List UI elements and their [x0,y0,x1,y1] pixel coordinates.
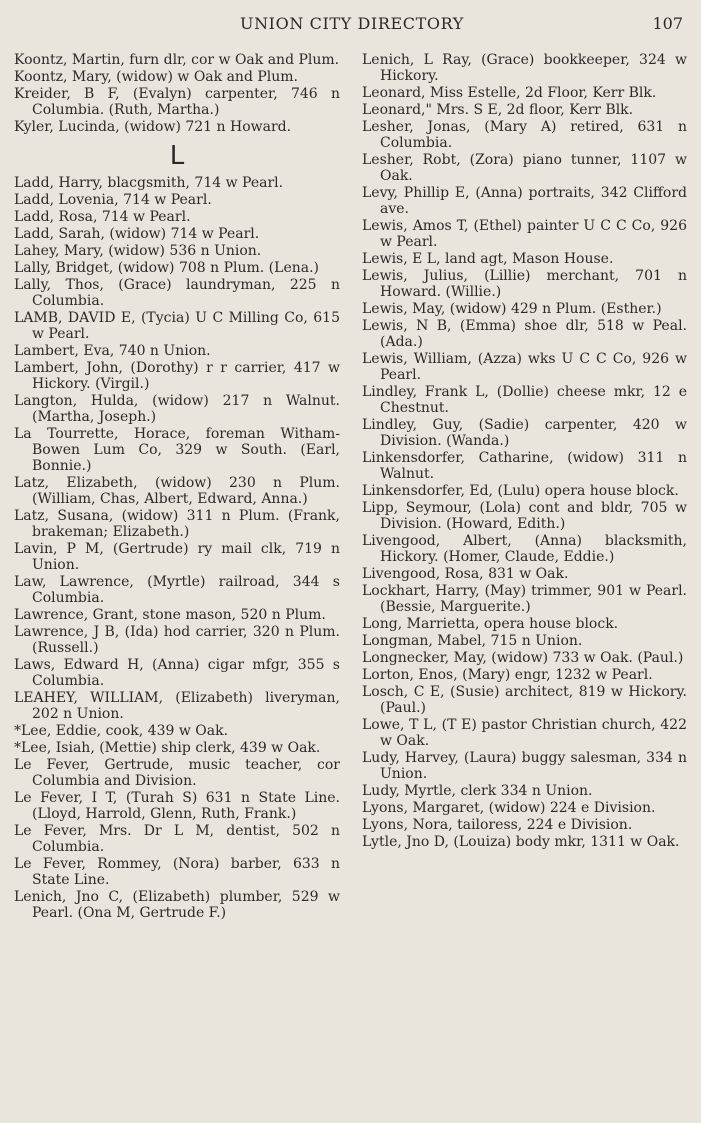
directory-entry: Laws, Edward H, (Anna) cigar mfgr, 355 s Columbia. [14,657,340,689]
directory-entry: Levy, Phillip E, (Anna) portraits, 342 Clifford ave. [362,185,687,217]
directory-entry: Lewis, N B, (Emma) shoe dlr, 518 w Peal. (Ada.) [362,318,687,350]
entries-k [14,52,340,135]
directory-entry: Lewis, E L, land agt, Mason House. [362,251,614,267]
directory-entry: Linkensdorfer, Catharine, (widow) 311 n Walnut. [362,450,687,482]
directory-entry: Lewis, Julius, (Lillie) merchant, 701 n Howard. (Willie.) [362,268,687,300]
directory-entry: Lesher, Jonas, (Mary A) retired, 631 n Columbia. [362,119,687,151]
directory-entry: Lawrence, Grant, stone mason, 520 n Plum. [14,607,326,623]
directory-entry: Le Fever, Mrs. Dr L M, dentist, 502 n Columbia. [14,823,340,855]
directory-entry: Losch, C E, (Susie) architect, 819 w Hickory. (Paul.) [362,684,687,716]
directory-entry: *Lee, Isiah, (Mettie) ship clerk, 439 w Oak. [14,740,321,756]
directory-entry: Leonard," Mrs. S E, 2d floor, Kerr Blk. [362,102,634,118]
directory-entry: Lally, Thos, (Grace) laundryman, 225 n Columbia. [14,277,340,309]
directory-entry: Lavin, P M, (Gertrude) ry mail clk, 719 n Union. [14,541,340,573]
directory-entry: Lockhart, Harry, (May) trimmer, 901 w Pearl. (Bessie, Marguerite.) [362,583,687,615]
directory-entry: Le Fever, Rommey, (Nora) barber, 633 n State Line. [14,856,340,888]
directory-entry: Lindley, Frank L, (Dollie) cheese mkr, 12 e Chestnut. [362,384,687,416]
directory-entry: *Lee, Eddie, cook, 439 w Oak. [14,723,229,739]
directory-entry: Ludy, Myrtle, clerk 334 n Union. [362,783,593,799]
directory-entry: Ladd, Rosa, 714 w Pearl. [14,209,191,225]
entries-l-continued [362,52,687,850]
directory-entry: Livengood, Rosa, 831 w Oak. [362,566,569,582]
directory-entry: Lipp, Seymour, (Lola) cont and bldr, 705 w Division. (Howard, Edith.) [362,500,687,532]
directory-entry: Livengood, Albert, (Anna) blacksmith, Hickory. (Homer, Claude, Eddie.) [362,533,687,565]
page-number: 107 [652,14,683,33]
directory-entry: Lyons, Margaret, (widow) 224 e Division. [362,800,656,816]
directory-entry: Lawrence, J B, (Ida) hod carrier, 320 n Plum. (Russell.) [14,624,340,656]
directory-entry: Leonard, Miss Estelle, 2d Floor, Kerr Blk. [362,85,657,101]
directory-entry: Longman, Mabel, 715 n Union. [362,633,583,649]
right-column [362,52,687,851]
directory-entry: LEAHEY, WILLIAM, (Elizabeth) liveryman, 202 n Union. [14,690,340,722]
page-header [0,14,701,38]
directory-entry: Ladd, Harry, blacgsmith, 714 w Pearl. [14,175,284,191]
directory-entry: Kreider, B F, (Evalyn) carpenter, 746 n Columbia. (Ruth, Martha.) [14,86,340,118]
directory-entry: Lewis, William, (Azza) wks U C C Co, 926 w Pearl. [362,351,687,383]
section-letter-l: L [169,141,185,171]
directory-entry: Lenich, Jno C, (Elizabeth) plumber, 529 w Pearl. (Ona M, Gertrude F.) [14,889,340,921]
directory-entry: Longnecker, May, (widow) 733 w Oak. (Paul.) [362,650,684,666]
directory-entry: Ladd, Lovenia, 714 w Pearl. [14,192,212,208]
directory-entry: Ludy, Harvey, (Laura) buggy salesman, 334 n Union. [362,750,687,782]
directory-entry: Lesher, Robt, (Zora) piano tunner, 1107 w Oak. [362,152,687,184]
directory-entry: Koontz, Mary, (widow) w Oak and Plum. [14,69,298,85]
directory-entry: Lenich, L Ray, (Grace) bookkeeper, 324 w Hickory. [362,52,687,84]
directory-entry: Le Fever, I T, (Turah S) 631 n State Line. (Lloyd, Harrold, Glenn, Ruth, Frank.) [14,790,340,822]
directory-entry: Langton, Hulda, (widow) 217 n Walnut. (Martha, Joseph.) [14,393,340,425]
directory-entry: Lally, Bridget, (widow) 708 n Plum. (Lena.) [14,260,319,276]
directory-entry: Lewis, Amos T, (Ethel) painter U C C Co, 926 w Pearl. [362,218,687,250]
directory-entry: Lahey, Mary, (widow) 536 n Union. [14,243,262,259]
directory-entry: Lyons, Nora, tailoress, 224 e Division. [362,817,633,833]
directory-entry: Koontz, Martin, furn dlr, cor w Oak and Plum. [14,52,340,68]
directory-entry: Lambert, Eva, 740 n Union. [14,343,211,359]
directory-entry: Lorton, Enos, (Mary) engr, 1232 w Pearl. [362,667,653,683]
directory-entry: Lewis, May, (widow) 429 n Plum. (Esther.) [362,301,662,317]
directory-entry: Lytle, Jno D, (Louiza) body mkr, 1311 w Oak. [362,834,680,850]
directory-entry: LAMB, DAVID E, (Tycia) U C Milling Co, 615 w Pearl. [14,310,340,342]
directory-entry: Linkensdorfer, Ed, (Lulu) opera house block. [362,483,679,499]
directory-entry: Le Fever, Gertrude, music teacher, cor Columbia and Division. [14,757,340,789]
directory-entry: Long, Marrietta, opera house block. [362,616,619,632]
directory-entry: Ladd, Sarah, (widow) 714 w Pearl. [14,226,260,242]
directory-entry: Latz, Susana, (widow) 311 n Plum. (Frank, brakeman; Elizabeth.) [14,508,340,540]
directory-entry: Law, Lawrence, (Myrtle) railroad, 344 s Columbia. [14,574,340,606]
directory-entry: Latz, Elizabeth, (widow) 230 n Plum. (William, Chas, Albert, Edward, Anna.) [14,475,340,507]
running-title: UNION CITY DIRECTORY [240,14,464,33]
directory-entry: Lindley, Guy, (Sadie) carpenter, 420 w Division. (Wanda.) [362,417,687,449]
directory-entry: Lambert, John, (Dorothy) r r carrier, 417 w Hickory. (Virgil.) [14,360,340,392]
left-column [14,52,340,922]
directory-entry: Kyler, Lucinda, (widow) 721 n Howard. [14,119,292,135]
directory-entry: La Tourrette, Horace, foreman Witham-Bowen Lum Co, 329 w South. (Earl, Bonnie.) [14,426,340,474]
entries-l [14,175,340,921]
directory-entry: Lowe, T L, (T E) pastor Christian church, 422 w Oak. [362,717,687,749]
